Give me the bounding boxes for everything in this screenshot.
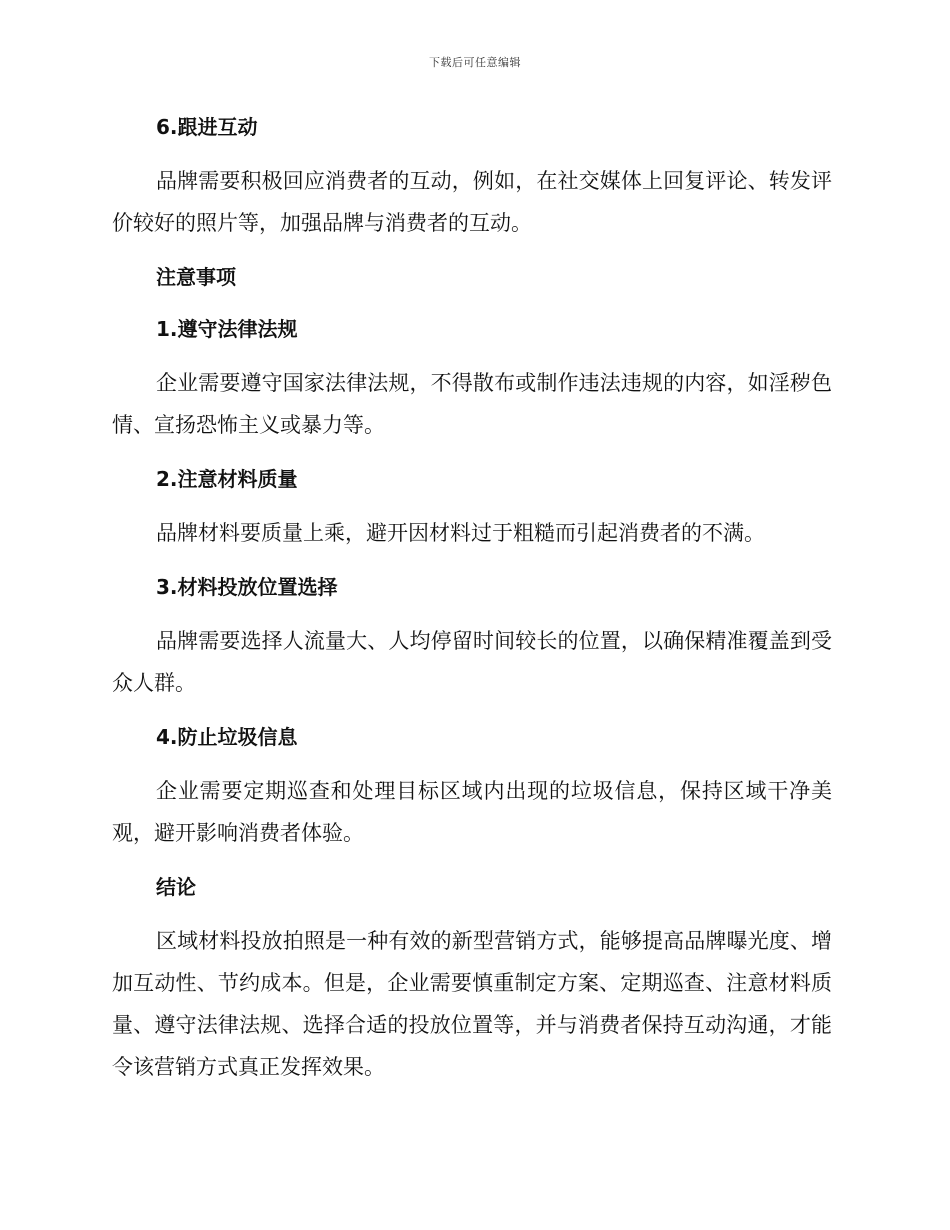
heading-conclusion: 结论: [156, 875, 196, 899]
document-body: [112, 108, 832, 1088]
heading-placement-selection: 3.材料投放位置选择: [156, 575, 338, 599]
paragraph-placement-selection: 品牌需要选择人流量大、人均停留时间较长的位置，以确保精准覆盖到受众人群。: [112, 629, 832, 695]
paragraph-conclusion: 区域材料投放拍照是一种有效的新型营销方式，能够提高品牌曝光度、增加互动性、节约成本。但是，企业需要慎重制定方案、定期巡查、注意材料质量、遵守法律法规、选择合适的投放位置等，并与消费者保持互动沟通，才能令该营销方式真正发挥效果。: [112, 929, 832, 1079]
heading-comply-with-laws: 1.遵守法律法规: [156, 317, 298, 341]
heading-follow-up-interaction: 6.跟进互动: [156, 115, 258, 139]
paragraph-prevent-spam: 企业需要定期巡查和处理目标区域内出现的垃圾信息，保持区域干净美观，避开影响消费者体验。: [112, 779, 832, 845]
heading-prevent-spam: 4.防止垃圾信息: [156, 725, 298, 749]
paragraph-comply-with-laws: 企业需要遵守国家法律法规，不得散布或制作违法违规的内容，如淫秽色情、宣扬恐怖主义或暴力等。: [112, 371, 832, 437]
heading-material-quality: 2.注意材料质量: [156, 467, 298, 491]
paragraph-material-quality: 品牌材料要质量上乘，避开因材料过于粗糙而引起消费者的不满。: [156, 521, 765, 545]
paragraph-follow-up-interaction: 品牌需要积极回应消费者的互动，例如，在社交媒体上回复评论、转发评价较好的照片等，加强品牌与消费者的互动。: [112, 169, 832, 235]
heading-notes: 注意事项: [156, 265, 236, 289]
page-header: 下载后可任意编辑: [429, 56, 521, 69]
